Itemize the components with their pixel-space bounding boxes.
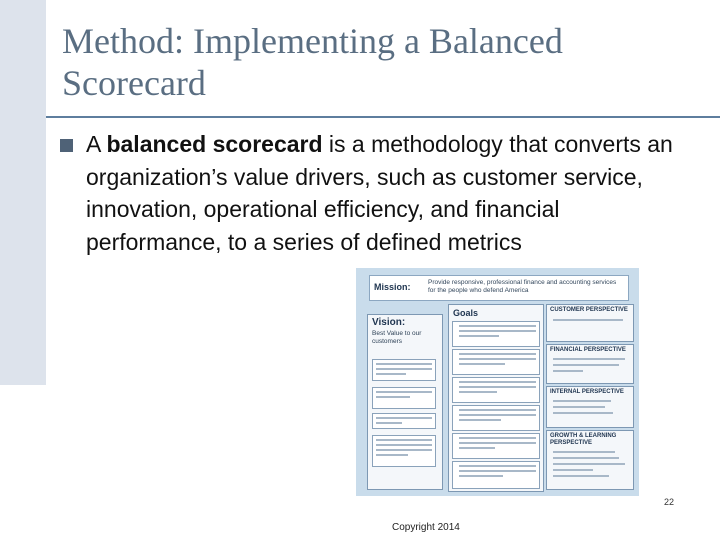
- vision-item: [372, 413, 436, 429]
- left-accent-bar: [0, 0, 46, 385]
- goals-box: [448, 304, 544, 492]
- slide-title: Method: Implementing a Balanced Scorecard: [62, 21, 563, 103]
- perspective-title: FINANCIAL PERSPECTIVE: [550, 347, 626, 353]
- goal-item: [452, 377, 540, 403]
- perspective-title: GROWTH & LEARNING PERSPECTIVE: [550, 433, 617, 446]
- goal-item: [452, 461, 540, 489]
- balanced-scorecard-figure: [356, 268, 639, 496]
- title-divider: [46, 116, 720, 118]
- copyright-text: Copyright 2014: [392, 522, 460, 533]
- mission-text: Provide responsive, professional finance and accounting services for the people who defend America: [428, 279, 617, 294]
- vision-item: [372, 387, 436, 409]
- vision-item: [372, 435, 436, 467]
- goals-title: Goals: [453, 308, 479, 318]
- growth-learning-perspective-box: [546, 430, 634, 490]
- financial-perspective-box: [546, 344, 634, 384]
- bullet-square-icon: [60, 139, 73, 152]
- goal-item: [452, 433, 540, 459]
- page-number: 22: [664, 497, 675, 507]
- perspective-title: INTERNAL PERSPECTIVE: [550, 389, 624, 395]
- customer-perspective-box: [546, 304, 634, 342]
- internal-perspective-box: [546, 386, 634, 428]
- goal-item: [452, 405, 540, 431]
- mission-label: Mission:: [374, 282, 411, 292]
- bullet-rest: is a methodology that converts an organization’s value drivers, such as customer service, innovation, operational efficiency, and financial performance, to a series of defined metrics: [86, 131, 673, 255]
- bullet-bold-term: balanced scorecard: [106, 131, 323, 157]
- vision-title: Vision:: [372, 317, 406, 328]
- perspective-title: CUSTOMER PERSPECTIVE: [550, 307, 628, 313]
- vision-item: [372, 359, 436, 381]
- mission-box: [369, 275, 629, 301]
- goal-item: [452, 349, 540, 375]
- bullet-prefix: A: [86, 131, 107, 157]
- goal-item: [452, 321, 540, 347]
- bullet-text: [86, 128, 698, 258]
- vision-box: [367, 314, 443, 490]
- vision-subtitle: Best Value to our customers: [372, 330, 422, 345]
